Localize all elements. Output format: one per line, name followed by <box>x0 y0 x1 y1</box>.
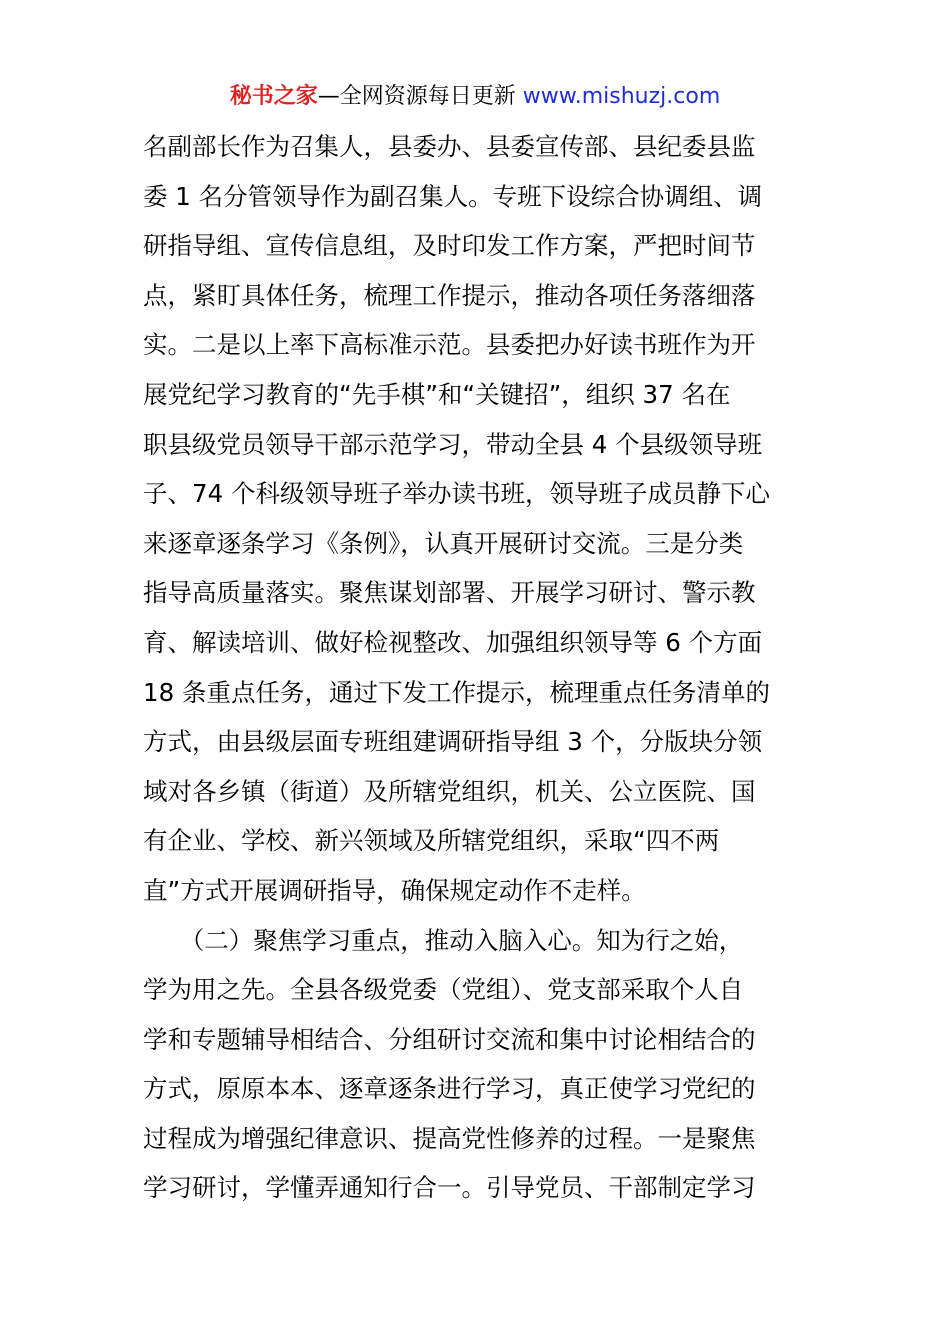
text-line: 来逐章逐条学习《条例》，认真开展研讨交流。三是分类 <box>143 528 744 558</box>
header-tagline: —全网资源每日更新 <box>317 84 523 109</box>
text-line: 点，紧盯具体任务，梳理工作提示，推动各项任务落细落 <box>143 280 756 310</box>
header-brand: 秘书之家 <box>229 84 318 109</box>
text-line: 有企业、学校、新兴领域及所辖党组织，采取“四不两 <box>143 826 720 856</box>
text-line: 委 1 名分管领导作为副召集人。专班下设综合协调组、调 <box>143 181 763 211</box>
page-header <box>0 80 950 114</box>
text-line: 研指导组、宣传信息组，及时印发工作方案，严把时间节 <box>143 231 756 261</box>
text-line: 职县级党员领导干部示范学习，带动全县 4 个县级领导班 <box>143 429 763 459</box>
text-line: 域对各乡镇（街道）及所辖党组织，机关、公立医院、国 <box>143 776 756 806</box>
text-line: 名副部长作为召集人，县委办、县委宣传部、县纪委县监 <box>143 132 756 161</box>
text-line: 子、74 个科级领导班子举办读书班，领导班子成员静下心 <box>143 479 770 509</box>
text-line: 学和专题辅导相结合、分组研讨交流和集中讨论相结合的 <box>143 1024 756 1054</box>
text-line: 方式，原原本本、逐章逐条进行学习，真正使学习党纪的 <box>143 1074 756 1104</box>
text-line: 展党纪学习教育的“先手棋”和“关键招”，组织 37 名在 <box>143 379 731 409</box>
text-line: 育、解读培训、做好检视整改、加强组织领导等 6 个方面 <box>143 627 763 657</box>
header-site-link[interactable]: www.mishuzj.com <box>522 84 721 109</box>
text-line: 指导高质量落实。聚焦谋划部署、开展学习研讨、警示教 <box>143 578 756 608</box>
text-line: 学习研讨，学懂弄通知行合一。引导党员、干部制定学习 <box>143 1173 756 1203</box>
text-line: 过程成为增强纪律意识、提高党性修养的过程。一是聚焦 <box>143 1123 756 1153</box>
text-line: 学为用之先。全县各级党委（党组）、党支部采取个人自 <box>143 975 744 1005</box>
section-heading-line: （二）聚焦学习重点，推动入脑入心。知为行之始， <box>143 925 744 955</box>
text-line: 实。二是以上率下高标准示范。县委把办好读书班作为开 <box>143 330 756 360</box>
body-text <box>143 122 807 1213</box>
text-line: 方式，由县级层面专班组建调研指导组 3 个，分版块分领 <box>143 727 763 757</box>
text-line: 18 条重点任务，通过下发工作提示，梳理重点任务清单的 <box>143 677 770 707</box>
text-line: 直”方式开展调研指导，确保规定动作不走样。 <box>143 875 646 905</box>
